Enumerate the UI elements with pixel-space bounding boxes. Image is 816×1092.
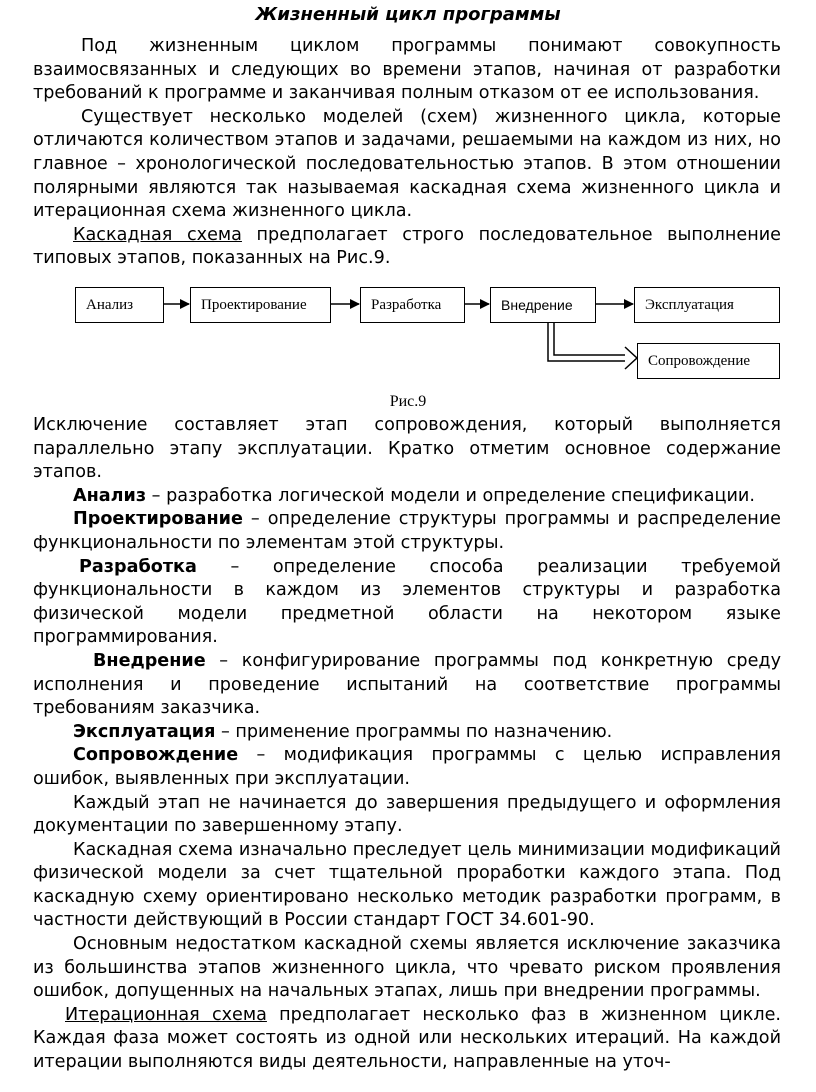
iteration-intro-text: предполагает несколько фаз в жизненном цикле. Каждая фаза может состоять из одной или нескольких итераций. На каждой итерации выполняются виды деятельности, направленные на уточ- [33,1004,781,1073]
definition-text: – конфигурирование программы под конкретную среду исполнения и проведение испытаний на соответствие программы требованиям заказчика. [33,650,781,719]
lifecycle-diagram [0,280,816,395]
closing-paragraph-1: Каждый этап не начинается до завершения предыдущего и оформления документации по завершенному этапу. [33,792,781,837]
definition-term: Эксплуатация [73,721,216,742]
intro-paragraph-2: Существует несколько моделей (схем) жизненного цикла, которые отличаются количеством этапов и задачами, решаемыми на каждом из них, но главное – хронологической последовательностью этапов. В этом отношении полярными являются так называемая каскадная схема жизненного цикла и итерационная схема жизненного цикла. [33,106,781,222]
definition-term: Сопровождение [73,745,239,766]
definition-design [33,508,781,555]
closing-paragraph-2: Каскадная схема изначально преследует цель минимизации модификаций физической модели за счет тщательной проработки каждого этапа. Под каскадную схему ориентировано несколько методик разработки программ, в частности действующий в России стандарт ГОСТ 34.601-90. [33,839,781,931]
definition-text: – определение способа реализации требуемой функциональности в каждом из элементов структуры и разработка физической модели предметной области на некотором языке программирования. [33,556,781,648]
definition-text: – применение программы по назначению. [215,721,613,742]
definition-term: Разработка [79,556,197,577]
figure-caption: Рис.9 [389,393,427,410]
page-title: Жизненный цикл программы [255,4,561,25]
main-text-section [33,414,781,1075]
stage-box-deployment: Внедрение [490,287,596,323]
iteration-intro-paragraph [33,1004,781,1075]
definition-text: – определение структуры программы и распределение функциональности по элементам этой структуры. [33,509,781,553]
intro-section [33,35,781,271]
definition-term: Проектирование [73,509,243,530]
cascade-intro-paragraph [33,224,781,271]
definition-text: – разработка логической модели и определение спецификации. [146,485,755,506]
definition-deployment [33,650,781,721]
cascade-intro-text: предполагает строго последовательное выполнение типовых этапов, показанных на Рис.9. [33,224,781,269]
stage-box-design: Проектирование [190,287,331,323]
stage-box-operation: Эксплуатация [634,287,780,323]
double-arrow-to-maintenance [548,322,637,369]
definition-term: Анализ [73,485,147,506]
cascade-term: Каскадная схема [73,224,242,245]
stage-box-maintenance: Сопровождение [637,343,780,379]
definition-maintenance [33,744,781,791]
definition-development [33,556,781,650]
stage-box-development: Разработка [360,287,465,323]
definition-analysis [33,485,781,509]
stage-box-analysis: Анализ [75,287,164,323]
definition-text: – модификация программы с целью исправления ошибок, выявленных при эксплуатации. [33,745,781,789]
intro-paragraph-1: Под жизненным циклом программы понимают совокупность взаимосвязанных и следующих во времени этапов, начиная от разработки требований к программе и заканчивая полным отказом от ее использования. [33,36,781,104]
after-figure-paragraph: Исключение составляет этап сопровождения, который выполняется параллельно этапу эксплуатации. Кратко отметим основное содержание этапов. [33,415,781,483]
definition-operation [33,721,781,745]
definition-term: Внедрение [93,650,206,671]
closing-paragraph-3: Основным недостатком каскадной схемы является исключение заказчика из большинства этапов жизненного цикла, что чревато риском проявления ошибок, допущенных на начальных этапах, лишь при внедрении программы. [33,934,781,1002]
iteration-term: Итерационная схема [65,1004,267,1025]
